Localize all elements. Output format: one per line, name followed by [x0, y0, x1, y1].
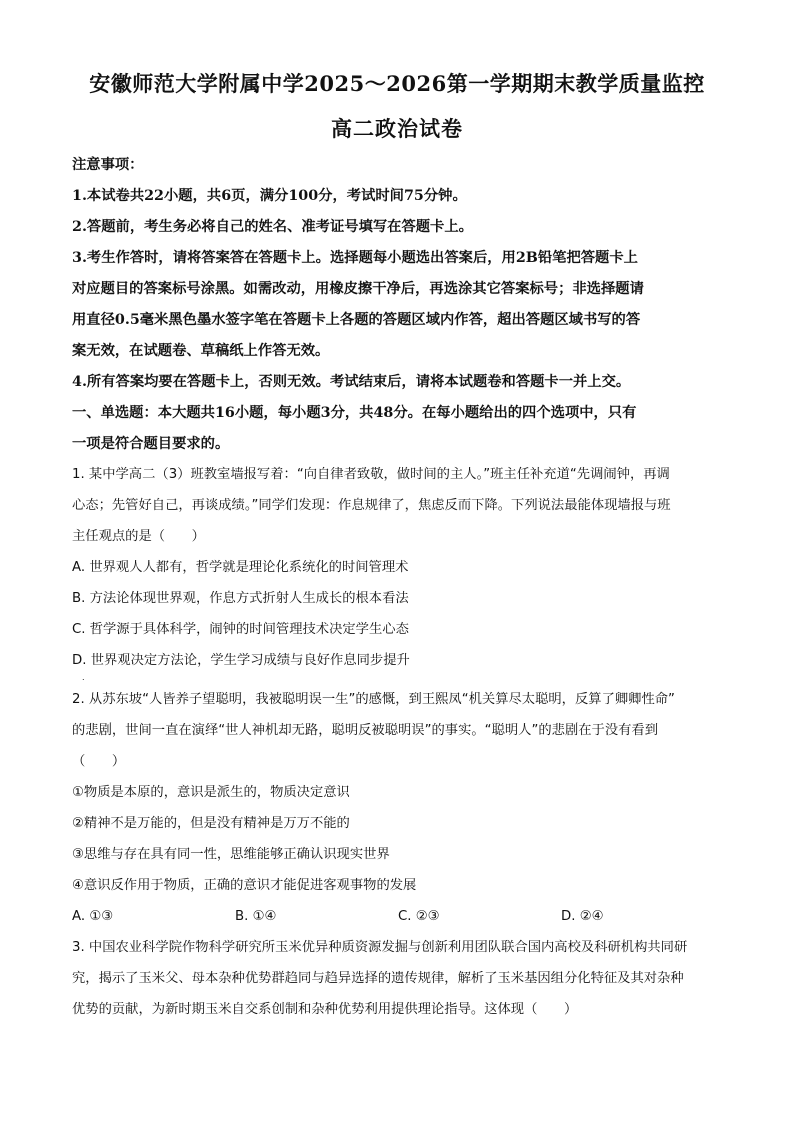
q2-statement: ②精神不是万能的，但是没有精神是万万不能的: [72, 816, 350, 831]
q3-stem: 究，揭示了玉米父、母本杂种优势群趋同与趋异选择的遗传规律，解析了玉米基因组分化特征及其对杂种: [72, 971, 684, 986]
q1-stem: 心态；先管好自己，再谈成绩。”同学们发现：作息规律了，焦虑反而下降。下列说法最能体现墙报与班: [72, 498, 671, 513]
notes-heading: 注意事项：: [72, 157, 144, 173]
q3-stem: 3. 中国农业科学院作物科学研究所玉米优异种质资源发掘与创新利用团队联合国内高校及科研机构共同研: [72, 940, 688, 955]
notes-line: 用直径0.5毫米黑色墨水签字笔在答题卡上各题的答题区域内作答，超出答题区域书写的答: [72, 312, 641, 328]
q2-statement: ③思维与存在具有同一性，思维能够正确认识现实世界: [72, 847, 390, 862]
q1-option-d: D. 世界观决定方法论，学生学习成绩与良好作息同步提升: [72, 653, 410, 668]
q2-option-b: B. ①④: [235, 909, 277, 924]
questions-section: [72, 459, 732, 1025]
q2-stem: （ ）: [72, 754, 126, 769]
q1-option-a: A. 世界观人人都有，哲学就是理论化系统化的时间管理术: [72, 560, 409, 575]
q1-option-c: C. 哲学源于具体科学，闹钟的时间管理技术决定学生心态: [72, 622, 409, 637]
section-heading: 一、单选题：本大题共16小题，每小题3分，共48分。在每小题给出的四个选项中，只有: [72, 405, 637, 421]
exam-title: 安徽师范大学附属中学2025～2026第一学期期末教学质量监控: [89, 71, 705, 96]
section-heading: 一项是符合题目要求的。: [72, 436, 230, 452]
notes-line: 4.所有答案均要在答题卡上，否则无效。考试结束后，请将本试题卷和答题卡一并上交。: [72, 374, 631, 390]
notes-section: [72, 150, 732, 460]
q1-stem: 1. 某中学高二（3）班教室墙报写着：“向自律者致敬，做时间的主人。”班主任补充道“先调闹钟，再调: [72, 467, 670, 482]
notes-line: 2.答题前，考生务必将自己的姓名、准考证号填写在答题卡上。: [72, 219, 473, 235]
q1-option-b: B. 方法论体现世界观，作息方式折射人生成长的根本看法: [72, 591, 409, 606]
q2-stem: 的悲剧，世间一直在演绎“世人神机却无路，聪明反被聪明误”的事实。“聪明人”的悲剧在于没有看到: [72, 723, 659, 738]
q2-option-a: A. ①③: [72, 909, 114, 924]
stray-dot: .: [82, 673, 85, 682]
q2-stem: 2. 从苏东坡“人皆养子望聪明，我被聪明误一生”的感慨，到王熙凤“机关算尽太聪明，反算了卿卿性命”: [72, 692, 675, 707]
q2-statement: ④意识反作用于物质，正确的意识才能促进客观事物的发展: [72, 878, 417, 893]
notes-line: 案无效，在试题卷、草稿纸上作答无效。: [72, 343, 330, 359]
notes-line: 对应题目的答案标号涂黑。如需改动，用橡皮擦干净后，再选涂其它答案标号；非选择题请: [72, 281, 644, 297]
q3-stem: 优势的贡献，为新时期玉米自交系创制和杂种优势利用提供理论指导。这体现（ ）: [72, 1002, 578, 1017]
q2-option-c: C. ②③: [398, 909, 440, 924]
q2-options: [72, 901, 732, 932]
q1-stem: 主任观点的是（ ）: [72, 529, 205, 544]
q2-option-d: D. ②④: [561, 909, 604, 924]
exam-subtitle: 高二政治试卷: [331, 116, 463, 141]
q2-statement: ①物质是本原的，意识是派生的，物质决定意识: [72, 785, 350, 800]
notes-line: 1.本试卷共22小题，共6页，满分100分，考试时间75分钟。: [72, 188, 467, 204]
notes-line: 3.考生作答时，请将答案答在答题卡上。选择题每小题选出答案后，用2B铅笔把答题卡上: [72, 250, 638, 266]
